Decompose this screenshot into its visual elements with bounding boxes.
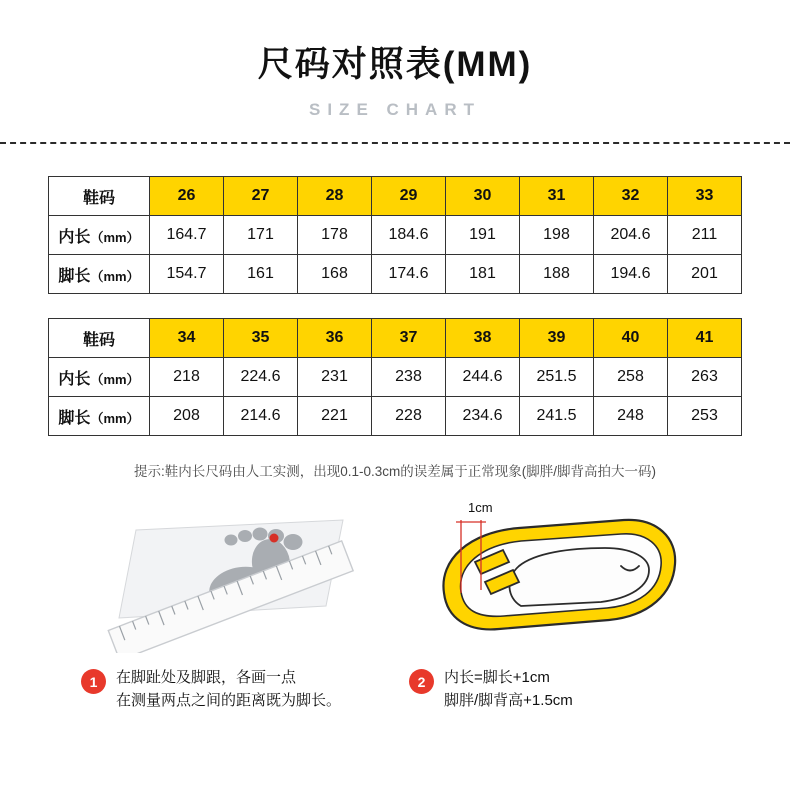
table-cell: 211 [668, 216, 742, 255]
shoe-insole-illustration [409, 498, 709, 653]
table-cell: 168 [298, 255, 372, 294]
instruction-line: 在脚趾处及脚跟，各画一点 [116, 669, 297, 686]
table-cell: 188 [520, 255, 594, 294]
table-cell: 194.6 [594, 255, 668, 294]
table-cell: 164.7 [150, 216, 224, 255]
illustrations [0, 498, 790, 653]
table-cell: 198 [520, 216, 594, 255]
table-cell: 34 [150, 319, 224, 358]
table-cell: 171 [224, 216, 298, 255]
table-cell: 248 [594, 397, 668, 436]
measurement-tip: 提示:鞋内长尺码由人工实测，出现0.1-0.3cm的误差属于正常现象(脚胖/脚背高拍大一码) [133, 464, 657, 479]
table-cell: 27 [224, 177, 298, 216]
table-cell: 218 [150, 358, 224, 397]
table-cell: 263 [668, 358, 742, 397]
table-cell: 31 [520, 177, 594, 216]
table-row [49, 358, 742, 397]
table-cell: 231 [298, 358, 372, 397]
table-cell: 251.5 [520, 358, 594, 397]
table-cell: 238 [372, 358, 446, 397]
table-cell: 33 [668, 177, 742, 216]
table-cell: 181 [446, 255, 520, 294]
instructions [0, 667, 790, 712]
row-label [49, 177, 150, 216]
table-row [49, 255, 742, 294]
table-cell: 40 [594, 319, 668, 358]
instruction-text [444, 667, 573, 712]
table-cell: 36 [298, 319, 372, 358]
size-tables [0, 176, 790, 436]
table-cell: 35 [224, 319, 298, 358]
header [0, 0, 790, 120]
table-cell: 154.7 [150, 255, 224, 294]
row-label [49, 216, 150, 255]
row-label-text: 脚长 [58, 409, 91, 427]
table-cell: 30 [446, 177, 520, 216]
table-row [49, 319, 742, 358]
table-cell: 244.6 [446, 358, 520, 397]
table-cell: 161 [224, 255, 298, 294]
table-cell: 224.6 [224, 358, 298, 397]
header-divider [0, 142, 790, 144]
row-label-text: 内长 [58, 228, 91, 246]
page-subtitle: SIZE CHART [309, 100, 481, 119]
instruction-line: 在测量两点之间的距离既为脚长。 [116, 691, 342, 709]
table-cell: 221 [298, 397, 372, 436]
row-label-unit: （mm） [90, 371, 140, 387]
instruction-item-2 [409, 667, 709, 712]
table-row [49, 397, 742, 436]
table-cell: 191 [446, 216, 520, 255]
table-cell: 174.6 [372, 255, 446, 294]
measure-label: 1cm [468, 500, 493, 515]
table-cell: 26 [150, 177, 224, 216]
table-row [49, 177, 742, 216]
row-label [49, 358, 150, 397]
ruler-foot-measure-illustration [81, 498, 381, 653]
row-label [49, 397, 150, 436]
table-cell: 214.6 [224, 397, 298, 436]
instruction-line: 脚胖/脚背高+1.5cm [444, 691, 573, 709]
table-cell: 204.6 [594, 216, 668, 255]
row-label-unit: （mm） [90, 229, 140, 245]
row-label [49, 255, 150, 294]
table-cell: 228 [372, 397, 446, 436]
table-cell: 32 [594, 177, 668, 216]
table-cell: 208 [150, 397, 224, 436]
table-cell: 241.5 [520, 397, 594, 436]
table-row [49, 216, 742, 255]
table-cell: 253 [668, 397, 742, 436]
table-cell: 258 [594, 358, 668, 397]
table-cell: 41 [668, 319, 742, 358]
row-label [49, 319, 150, 358]
table-cell: 29 [372, 177, 446, 216]
step-badge: 2 [409, 669, 434, 694]
size-table-large [48, 318, 742, 436]
row-label-unit: （mm） [90, 268, 140, 284]
instruction-line: 内长=脚长+1cm [444, 669, 550, 686]
instruction-text [116, 667, 341, 712]
table-cell: 178 [298, 216, 372, 255]
table-cell: 37 [372, 319, 446, 358]
table-cell: 234.6 [446, 397, 520, 436]
row-label-text: 鞋码 [82, 331, 115, 349]
row-label-unit: （mm） [90, 410, 140, 426]
table-cell: 38 [446, 319, 520, 358]
table-cell: 184.6 [372, 216, 446, 255]
row-label-text: 脚长 [58, 267, 91, 285]
row-label-text: 鞋码 [82, 189, 115, 207]
table-cell: 201 [668, 255, 742, 294]
size-table-small [48, 176, 742, 294]
step-badge: 1 [81, 669, 106, 694]
row-label-text: 内长 [58, 370, 91, 388]
instruction-item-1 [81, 667, 381, 712]
table-cell: 39 [520, 319, 594, 358]
page-title: 尺码对照表(MM) [257, 45, 533, 84]
table-cell: 28 [298, 177, 372, 216]
